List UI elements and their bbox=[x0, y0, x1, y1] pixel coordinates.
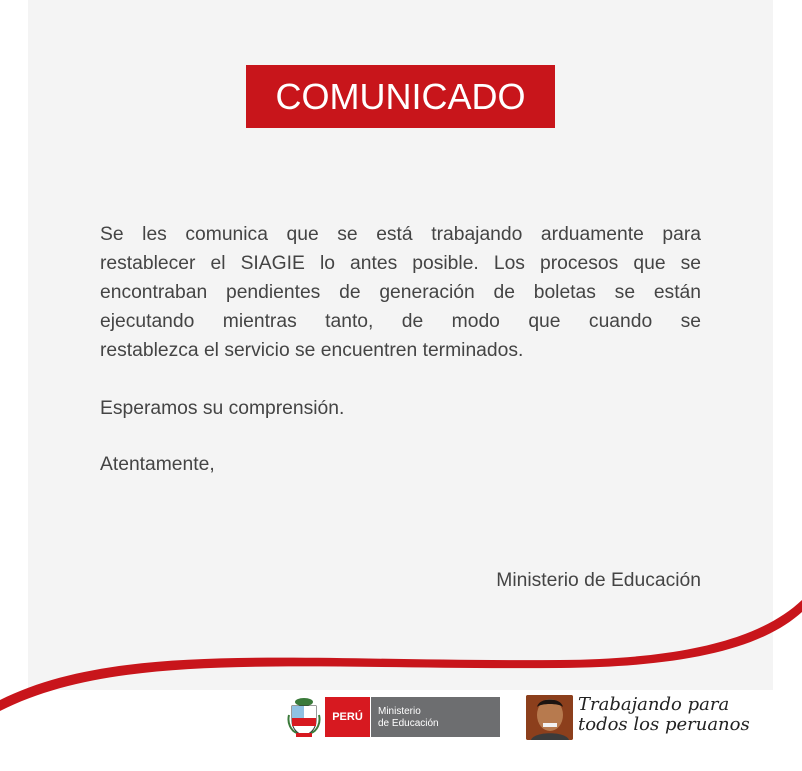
paragraph-line: Se les comunica que se está trabajando arduamente para bbox=[100, 224, 701, 245]
ministry-line-2: de Educación bbox=[378, 718, 439, 729]
paragraph-line: ejecutando mientras tanto, de modo que cuando se bbox=[100, 311, 701, 332]
slogan bbox=[578, 695, 758, 745]
ministry-line-1: Ministerio bbox=[378, 706, 421, 717]
notice-paragraph bbox=[100, 220, 701, 365]
comunicado-banner: COMUNICADO bbox=[246, 65, 555, 128]
closing-text: Atentamente, bbox=[100, 454, 215, 475]
understanding-text: Esperamos su comprensión. bbox=[100, 398, 345, 419]
official-photo bbox=[526, 695, 573, 740]
peru-label-box: PERÚ bbox=[325, 697, 370, 737]
ministry-label-box bbox=[371, 697, 500, 737]
paragraph-line: encontraban pendientes de generación de boletas se están bbox=[100, 282, 701, 303]
paragraph-line: restablezca el servicio se encuentren terminados. bbox=[100, 340, 524, 361]
portrait-icon bbox=[526, 695, 573, 740]
signature-text: Ministerio de Educación bbox=[496, 570, 701, 591]
slogan-line-1: Trabajando para bbox=[578, 694, 730, 715]
coat-of-arms-icon bbox=[287, 697, 321, 737]
paragraph-line: restablecer el SIAGIE lo antes posible. Los procesos que se bbox=[100, 253, 701, 274]
slogan-line-2: todos los peruanos bbox=[578, 714, 750, 735]
notice-body bbox=[100, 220, 701, 365]
